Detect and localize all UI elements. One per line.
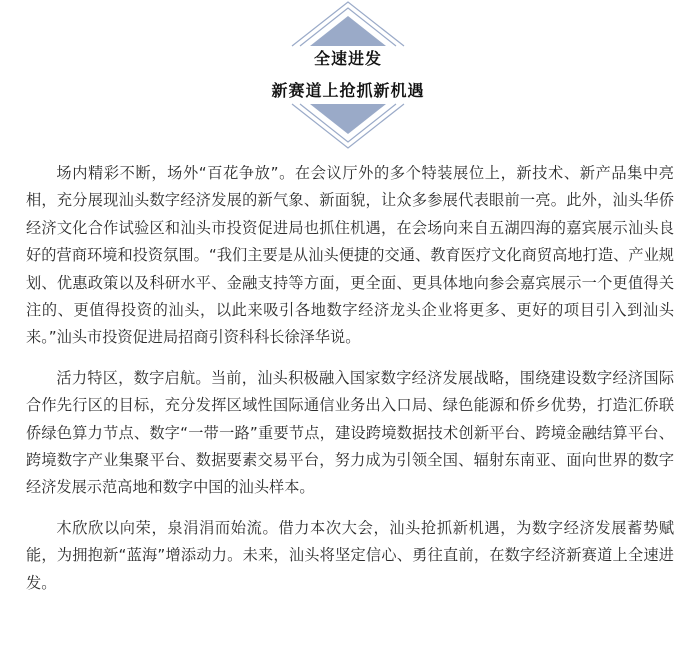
bottom-filled-triangle (310, 104, 386, 134)
heading-line-2: 新赛道上抢抓新机遇 (271, 81, 425, 100)
top-filled-triangle (310, 16, 386, 46)
paragraph-3: 木欣欣以向荣，泉涓涓而始流。借力本次大会，汕头抢抓新机遇，为数字经济发展蓄势赋能，为拥抱新“蓝海”增添动力。未来，汕头将坚定信心、勇往直前，在数字经济新赛道上全速进发。 (26, 518, 674, 592)
section-heading-block (0, 0, 696, 160)
paragraph-1: 场内精彩不断，场外“百花争放”。在会议厅外的多个特装展位上，新技术、新产品集中亮相，充分展现汕头数字经济发展的新气象、新面貌，让众多参展代表眼前一亮。此外，汕头华侨经济文化合作试验区和汕头市投资促进局也抓住机遇，在会场向来自五湖四海的嘉宾展示汕头良好的营商环境和投资氛围。“我们主要是从汕头便捷的交通、教育医疗文化商贸高地打造、产业规划、优惠政策以及科研水平、金融支持等方面，更全面、更具体地向参会嘉宾展示一个更值得关注的、更值得投资的汕头，以此来吸引各地数字经济龙头企业将更多、更好的项目引入到汕头来。”汕头市投资促进局招商引资科科长徐泽华说。 (26, 164, 674, 347)
article-body (26, 160, 674, 610)
paragraph-2: 活力特区，数字启航。当前，汕头积极融入国家数字经济发展战略，围绕建设数字经济国际合作先行区的目标，充分发挥区域性国际通信业务出入口局、绿色能源和侨乡优势，打造汇侨联侨绿色算力节点、数字“一带一路”重要节点，建设跨境数据技术创新平台、跨境金融结算平台、跨境数字产业集聚平台、数据要素交易平台，努力成为引领全国、辐射东南亚、面向世界的数字经济发展示范高地和数字中国的汕头样本。 (26, 368, 674, 497)
heading-line-1: 全速进发 (313, 49, 382, 68)
